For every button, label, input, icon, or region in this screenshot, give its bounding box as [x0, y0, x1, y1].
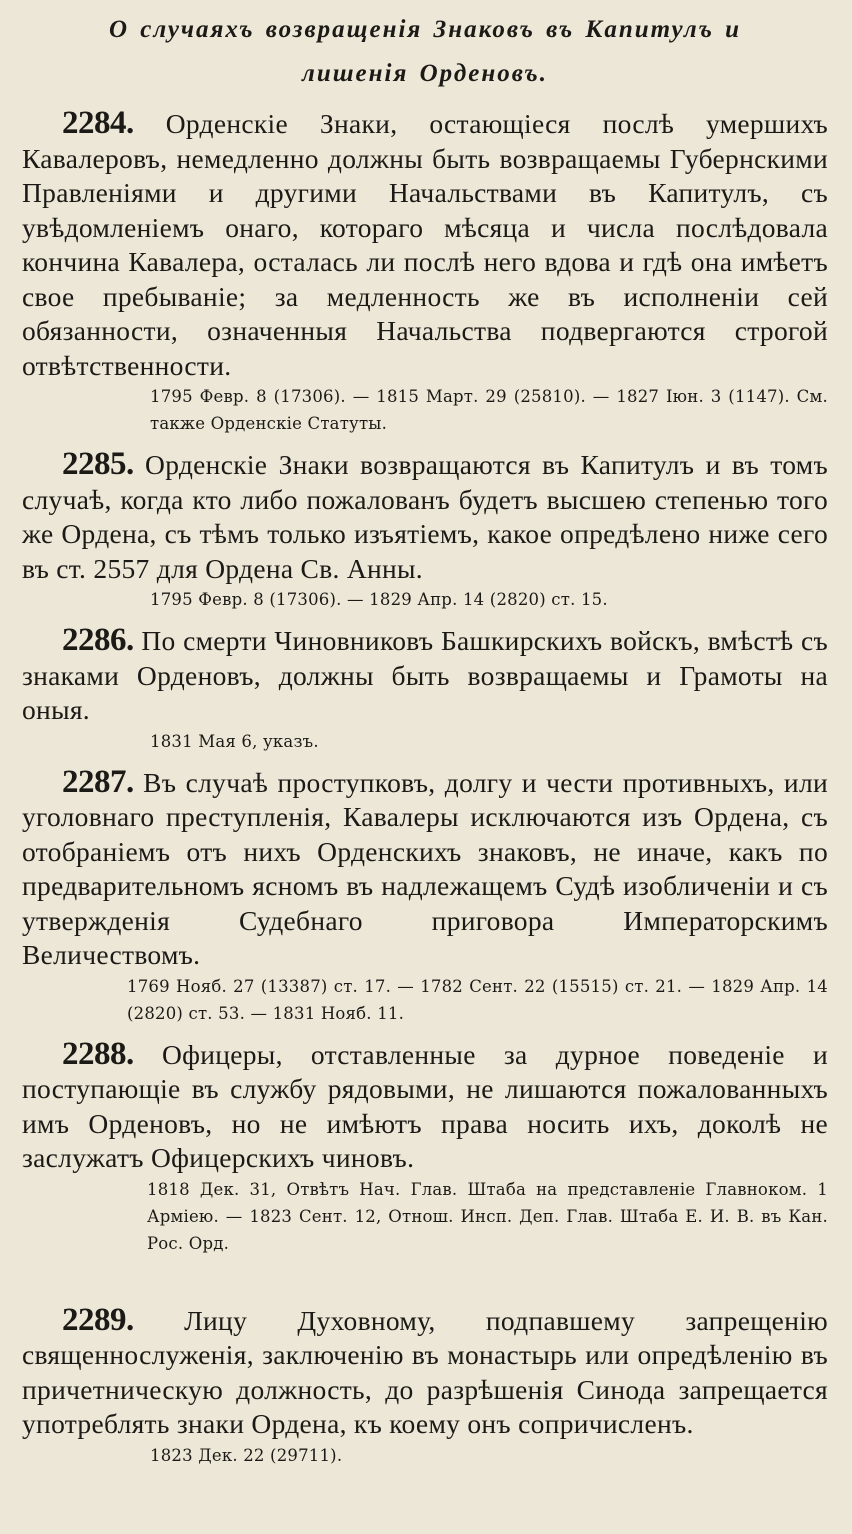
article-text: Офицеры, отставленные за дурное поведеніе и поступающіе въ службу рядовыми, не лишаются пожалованныхъ имъ Орденовъ, но не имѣютъ права носить ихъ, доколѣ не заслужатъ Офицерскихъ чиновъ. — [22, 1038, 828, 1173]
section-heading-line-2: лишенія Орденовъ. — [302, 60, 548, 87]
article-number: 2285. — [62, 446, 134, 482]
article-2284 — [22, 106, 828, 437]
article-number: 2284. — [62, 105, 134, 141]
article-2285 — [22, 447, 828, 613]
article-references: 1795 Февр. 8 (17306). — 1829 Апр. 14 (2820) ст. 15. — [150, 590, 608, 609]
article-2289 — [22, 1303, 828, 1469]
article-number: 2288. — [62, 1035, 134, 1072]
article-text: Орденскіе Знаки, остающіеся послѣ умершихъ Кавалеровъ, немедленно должны быть возвращаемы Губернскими Правленіями и другими Начальствами въ Капитулъ, съ увѣдомленіемъ онаго, котораго мѣсяца и числа послѣдовала кончина Кавалера, осталась ли послѣ него вдова и гдѣ она имѣетъ свое пребываніе; за медленность же въ исполненіи сей обязанности, означенныя Начальства подвергаются строгой отвѣтственности. — [22, 108, 828, 381]
article-text: Лицу Духовному, подпавшему запрещенію священнослуженія, заключенію въ монастырь или опредѣленію въ причетническую должность, до разрѣшенія Синода запрещается употреблять знаки Ордена, къ коему онъ сопричисленъ. — [22, 1304, 828, 1439]
article-references: 1769 Нояб. 27 (13387) ст. 17. — 1782 Сент. 22 (15515) ст. 21. — 1829 Апр. 14 (2820) ст. 53. — 1831 Нояб. 11. — [127, 976, 828, 1023]
article-2288 — [22, 1037, 828, 1257]
section-heading — [22, 8, 828, 96]
article-references: 1831 Мая 6, указъ. — [150, 731, 319, 751]
article-text: По смерти Чиновниковъ Башкирскихъ войскъ, вмѣстѣ съ знаками Орденовъ, должны быть возвращаемы и Грамоты на оныя. — [22, 625, 828, 725]
article-references: 1795 Февр. 8 (17306). — 1815 Март. 29 (25810). — 1827 Іюн. 3 (1147). См. также Орденскіе Статуты. — [150, 387, 828, 433]
article-text: Орденскіе Знаки возвращаются въ Капитулъ и въ томъ случаѣ, когда кто либо пожалованъ будетъ высшею степенью того же Ордена, съ тѣмъ только изъятіемъ, какое опредѣлено ниже сего въ ст. 2557 для Ордена Св. Анны. — [22, 449, 828, 584]
section-heading-line-1: О случаяхъ возвращенія Знаковъ въ Капитулъ и — [108, 16, 742, 43]
article-number: 2287. — [62, 763, 134, 800]
article-2287 — [22, 765, 828, 1027]
article-2286 — [22, 623, 828, 755]
article-number: 2289. — [62, 1301, 134, 1338]
article-number: 2286. — [62, 622, 134, 658]
article-references: 1818 Дек. 31, Отвѣтъ Нач. Глав. Штаба на представленіе Главноком. 1 Арміею. — 1823 Сент. 12, Отнош. Инсп. Деп. Глав. Штаба Е. И. В. въ Кан. Рос. Орд. — [147, 1179, 828, 1253]
article-text: Въ случаѣ проступковъ, долгу и чести противныхъ, или уголовнаго преступленія, Кавалеры исключаются изъ Ордена, съ отобраніемъ отъ нихъ Орденскихъ знаковъ, не иначе, какъ по предварительномъ ясномъ въ надлежащемъ Судѣ изобличеніи и съ утвержденія Судебнаго приговора Императорскимъ Величествомъ. — [22, 766, 828, 970]
article-references: 1823 Дек. 22 (29711). — [150, 1445, 343, 1465]
